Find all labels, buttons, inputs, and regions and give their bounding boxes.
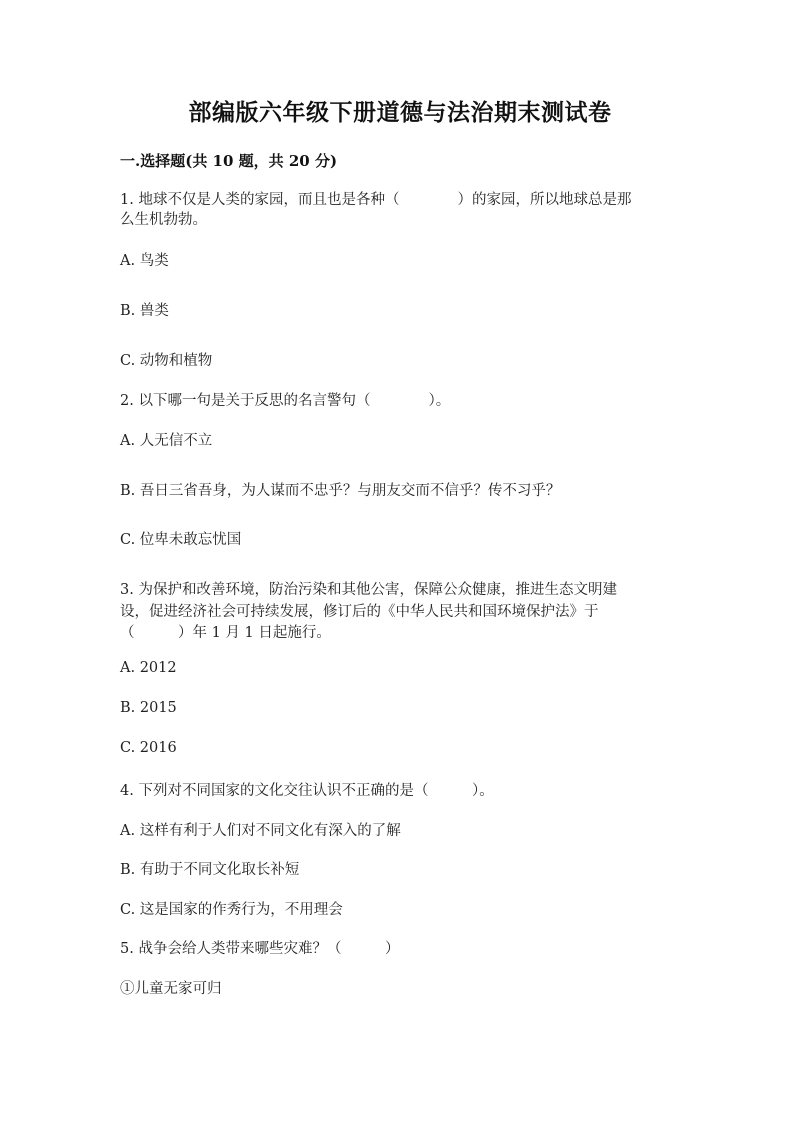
question-1-stem-line-1: 1. 地球不仅是人类的家园，而且也是各种（ ）的家园，所以地球总是那 bbox=[120, 192, 632, 208]
question-4-option-a: A. 这样有利于人们对不同文化有深入的了解 bbox=[120, 823, 401, 839]
question-3-option-b: B. 2015 bbox=[120, 700, 177, 716]
question-5-stem-line-1: 5. 战争会给人类带来哪些灾难？（ ） bbox=[120, 941, 400, 957]
question-2-stem-line-1: 2. 以下哪一句是关于反思的名言警句（ ）。 bbox=[120, 393, 451, 409]
question-1-option-a: A. 鸟类 bbox=[120, 253, 169, 269]
question-3-stem-line-3: （ ）年 1 月 1 日起施行。 bbox=[120, 625, 331, 641]
question-2-option-c: C. 位卑未敢忘忧国 bbox=[120, 532, 242, 548]
question-1-stem-line-2: 么生机勃勃。 bbox=[120, 212, 207, 228]
question-4-stem-line-1: 4. 下列对不同国家的文化交往认识不正确的是（ ）。 bbox=[120, 783, 494, 799]
page-title: 部编版六年级下册道德与法治期末测试卷 bbox=[188, 99, 612, 126]
question-5-item-1: ①儿童无家可归 bbox=[120, 981, 222, 997]
question-1-option-c: C. 动物和植物 bbox=[120, 353, 213, 369]
question-3-stem-line-1: 3. 为保护和改善环境，防治污染和其他公害，保障公众健康，推进生态文明建 bbox=[120, 582, 617, 598]
question-3-option-c: C. 2016 bbox=[120, 740, 177, 756]
question-3-option-a: A. 2012 bbox=[120, 660, 177, 676]
question-1-option-b: B. 兽类 bbox=[120, 303, 169, 319]
question-4-option-b: B. 有助于不同文化取长补短 bbox=[120, 862, 300, 878]
question-2-option-b: B. 吾日三省吾身，为人谋而不忠乎？与朋友交而不信乎？传不习乎？ bbox=[120, 483, 561, 499]
question-3-stem-line-2: 设，促进经济社会可持续发展，修订后的《中华人民共和国环境保护法》于 bbox=[120, 604, 599, 620]
section-heading: 一.选择题(共 10 题，共 20 分) bbox=[120, 152, 338, 170]
question-2-option-a: A. 人无信不立 bbox=[120, 433, 213, 449]
question-4-option-c: C. 这是国家的作秀行为，不用理会 bbox=[120, 902, 343, 918]
